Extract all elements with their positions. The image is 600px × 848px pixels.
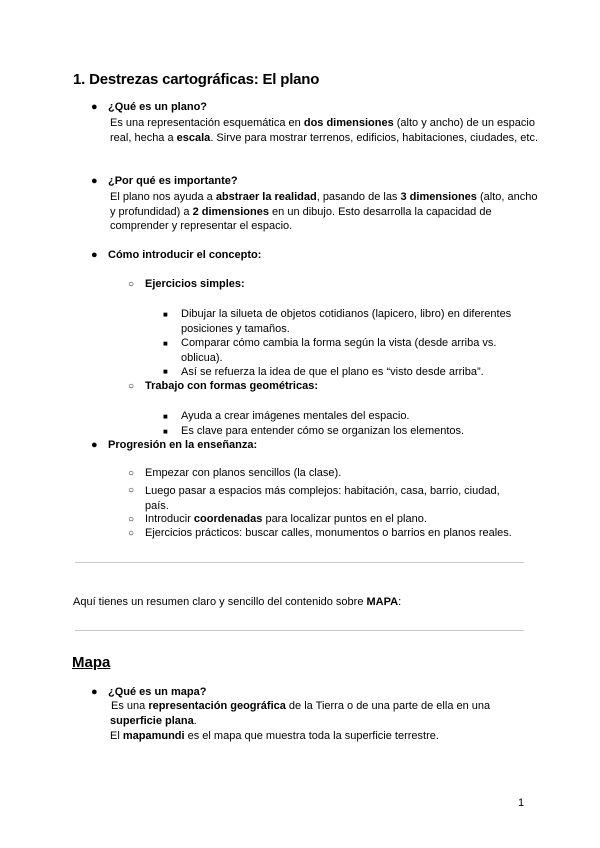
paragraph-line: superficie plana.	[110, 715, 197, 727]
bullet-icon: ●	[91, 439, 98, 451]
list-item: Dibujar la silueta de objetos cotidianos (lapicero, libro) en diferentes posiciones y tamaños.	[181, 308, 512, 335]
question-heading: ¿Qué es un mapa?	[108, 686, 207, 698]
page-number: 1	[518, 797, 525, 809]
square-bullet-icon: ■	[163, 367, 168, 376]
section-title-plano: 1. Destrezas cartográficas: El plano	[73, 71, 320, 88]
subheading: Trabajo con formas geométricas:	[145, 380, 318, 392]
bullet-icon: ●	[91, 101, 98, 113]
circle-bullet-icon: ○	[128, 528, 135, 539]
horizontal-divider	[75, 630, 524, 631]
square-bullet-icon: ■	[163, 427, 168, 436]
circle-bullet-icon: ○	[128, 468, 135, 479]
horizontal-divider	[75, 562, 524, 563]
bullet-icon: ●	[91, 175, 98, 187]
question-heading: Cómo introducir el concepto:	[108, 249, 262, 261]
list-item: Ejercicios prácticos: buscar calles, monumentos o barrios en planos reales.	[145, 527, 512, 539]
square-bullet-icon: ■	[163, 412, 168, 421]
paragraph-line: El mapamundi es el mapa que muestra toda la superficie terrestre.	[110, 730, 439, 742]
list-item: Luego pasar a espacios más complejos: habitación, casa, barrio, ciudad, país.	[145, 485, 500, 512]
subheading: Ejercicios simples:	[145, 278, 245, 290]
question-heading: ¿Qué es un plano?	[108, 101, 208, 113]
paragraph: El plano nos ayuda a abstraer la realidad, pasando de las 3 dimensiones (alto, ancho y profundidad) a 2 dimensiones en un dibujo. Esto desarrolla la capacidad de comprender y representar el espacio.	[110, 191, 538, 233]
bullet-icon: ●	[91, 249, 98, 261]
list-item: Introducir coordenadas para localizar puntos en el plano.	[145, 513, 427, 525]
list-item: Así se refuerza la idea de que el plano es “visto desde arriba”.	[181, 366, 484, 378]
list-item: Es clave para entender cómo se organizan los elementos.	[181, 425, 465, 437]
list-item: Comparar cómo cambia la forma según la vista (desde arriba vs. oblicua).	[181, 337, 497, 364]
question-heading: ¿Por qué es importante?	[108, 175, 238, 187]
list-item: Empezar con planos sencillos (la clase).	[145, 467, 342, 479]
paragraph-line: Es una representación geográfica de la Tierra o de una parte de ella en una	[111, 700, 491, 712]
list-item: Ayuda a crear imágenes mentales del espacio.	[181, 410, 410, 422]
paragraph: Es una representación esquemática en dos dimensiones (alto y ancho) de un espacio real, hecha a escala. Sirve para mostrar terrenos, edificios, habitaciones, ciudades, etc.	[110, 117, 539, 144]
circle-bullet-icon: ○	[128, 514, 135, 525]
question-heading: Progresión en la enseñanza:	[108, 439, 258, 451]
bullet-icon: ●	[91, 686, 98, 698]
intro-text: Aquí tienes un resumen claro y sencillo del contenido sobre MAPA:	[73, 596, 402, 608]
circle-bullet-icon: ○	[128, 279, 135, 290]
circle-bullet-icon: ○	[128, 381, 135, 392]
section-title-mapa: Mapa	[72, 654, 111, 671]
square-bullet-icon: ■	[163, 310, 168, 319]
circle-bullet-icon: ○	[128, 485, 135, 496]
square-bullet-icon: ■	[163, 339, 168, 348]
